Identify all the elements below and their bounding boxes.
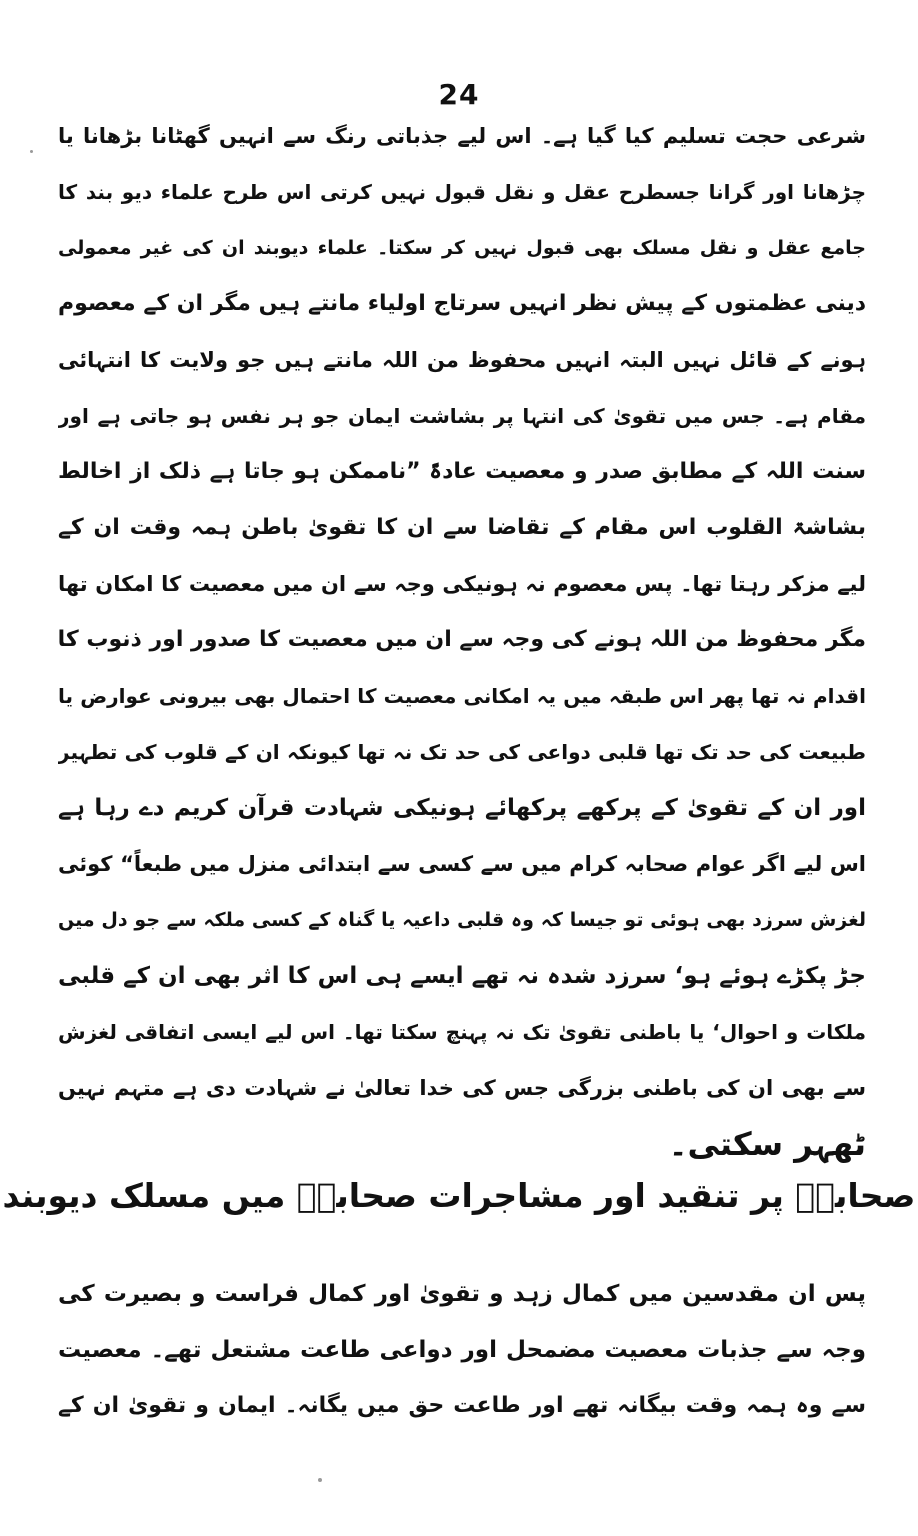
- paragraph-line: اقدام نہ تھا پھر اس طبقہ میں یہ امکانی معصیت کا احتمال بھی بیرونی عوارض یا: [58, 684, 866, 708]
- paragraph-line: اس لیے اگر عوام صحابہ کرام میں سے کسی سے ابتدائی منزل میں طبعاً“ کوئی: [58, 852, 866, 876]
- paragraph-line: پس ان مقدسین میں کمال زہد و تقویٰ اور کمال فراست و بصیرت کی: [58, 1281, 866, 1307]
- paragraph-line: اور ان کے تقویٰ کے پرکھے پرکھائے ہونیکی شہادت قرآن کریم دے رہا ہے: [58, 795, 866, 821]
- paragraph-line: ملکات و احوال‘ یا باطنی تقویٰ تک نہ پہنچ سکتا تھا۔ اس لیے ایسی اتفاقی لغزش: [58, 1020, 866, 1044]
- page-number: 24: [438, 78, 480, 111]
- paragraph-line: ٹھہر سکتی۔: [668, 1125, 866, 1163]
- paragraph-line: وجہ سے جذبات معصیت مضمحل اور دواعی طاعت مشتعل تھے۔ معصیت: [58, 1337, 866, 1363]
- scan-speck: [318, 1478, 322, 1482]
- paragraph-line: چڑھانا اور گرانا جسطرح عقل و نقل قبول نہیں کرتی اس طرح علماء دیو بند کا: [58, 180, 866, 204]
- paragraph-line: مقام ہے۔ جس میں تقویٰ کی انتہا پر بشاشت ایمان جو ہر نفس ہو جاتی ہے اور: [58, 404, 866, 428]
- paragraph-2: [58, 1266, 866, 1434]
- paragraph-line: سے بھی ان کی باطنی بزرگی جس کی خدا تعالیٰ نے شہادت دی ہے متہم نہیں: [58, 1076, 866, 1100]
- paragraph-line: بشاشۃ القلوب اس مقام کے تقاضا سے ان کا تقویٰ باطن ہمہ وقت ان کے: [58, 515, 866, 540]
- paragraph-line: مگر محفوظ من اللہ ہونے کی وجہ سے ان میں معصیت کا صدور اور ذنوب کا: [58, 627, 866, 652]
- paragraph-line: ہونے کے قائل نہیں البتہ انہیں محفوظ من اللہ مانتے ہیں جو ولایت کا انتہائی: [58, 348, 866, 372]
- paragraph-line: طبیعت کی حد تک تھا قلبی دواعی کی حد تک نہ تھا کیونکہ ان کے قلوب کی تطہیر: [58, 740, 866, 764]
- section-heading: صحابہؓ پر تنقید اور مشاجرات صحابہؓ میں مسلک دیوبند: [2, 1176, 916, 1215]
- paragraph-1: [58, 108, 866, 1172]
- paragraph-line: سے وہ ہمہ وقت بیگانہ تھے اور طاعت حق میں یگانہ۔ ایمان و تقویٰ ان کے: [58, 1393, 866, 1418]
- paragraph-line: جامع عقل و نقل مسلک بھی قبول نہیں کر سکتا۔ علماء دیوبند ان کی غیر معمولی: [58, 237, 866, 259]
- paragraph-line: دینی عظمتوں کے پیش نظر انہیں سرتاج اولیاء مانتے ہیں مگر ان کے معصوم: [58, 291, 866, 316]
- paragraph-line: شرعی حجت تسلیم کیا گیا ہے۔ اس لیے جذباتی رنگ سے انہیں گھٹانا بڑھانا یا: [58, 124, 866, 148]
- paragraph-line: لغزش سرزد بھی ہوئی تو جیسا کہ وہ قلبی داعیہ یا گناہ کے کسی ملکہ سے جو دل میں: [58, 909, 866, 931]
- paragraph-line: جڑ پکڑے ہوئے ہو‘ سرزد شدہ نہ تھے ایسے ہی اس کا اثر بھی ان کے قلبی: [58, 963, 866, 989]
- paragraph-line: لیے مزکر رہتا تھا۔ پس معصوم نہ ہونیکی وجہ سے ان میں معصیت کا امکان تھا: [58, 572, 866, 596]
- scan-speck: [30, 150, 33, 153]
- paragraph-line: سنت اللہ کے مطابق صدر و معصیت عادۃً ”ناممکن ہو جاتا ہے ذلک از اخالط: [58, 459, 866, 484]
